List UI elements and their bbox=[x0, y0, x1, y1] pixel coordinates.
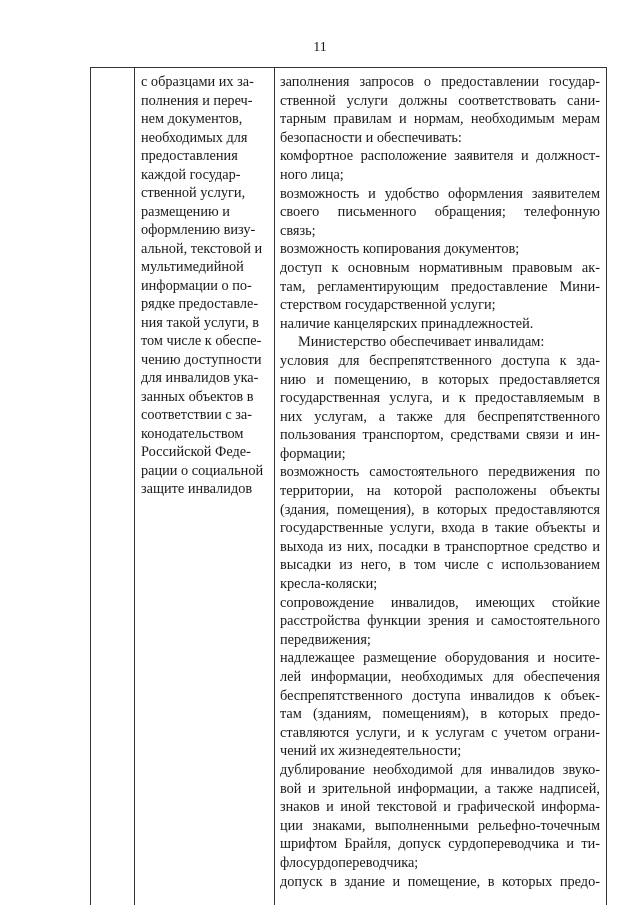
column-2-line: нем документов, bbox=[141, 111, 243, 127]
column-3-line: допуск в здание и помещение, в которых предо- bbox=[280, 873, 600, 890]
table-column-content bbox=[275, 68, 606, 905]
column-2-line: мультимедийной bbox=[141, 259, 244, 275]
column-3-line: нию и помещению, в которых предоставляется bbox=[280, 371, 600, 388]
column-3-line: ственной услуги должны соответствовать сани- bbox=[280, 92, 600, 109]
column-3-line: выхода из них, посадки в транспортное средство и bbox=[280, 538, 600, 555]
column-2-line: рядке предоставле- bbox=[141, 296, 259, 312]
column-3-line: государственная услуга, и к предоставляемым в bbox=[280, 390, 600, 407]
column-3-line: Министерство обеспечивает инвалидам: bbox=[298, 334, 545, 351]
column-2-line: каждой государ- bbox=[141, 166, 241, 183]
column-2-line: соответствии с за- bbox=[141, 407, 253, 423]
column-3-line: чений их жизнедеятельности; bbox=[280, 743, 462, 760]
column-3-line: заполнения запросов о предоставлении государ- bbox=[280, 74, 600, 90]
column-3-line: доступ к основным нормативным правовым ак- bbox=[280, 259, 600, 276]
table-column-number bbox=[91, 68, 135, 905]
column-2-line: Российской Федe- bbox=[141, 444, 251, 460]
column-2-line: предоставления bbox=[141, 148, 238, 164]
column-3-line: безопасности и обеспечивать: bbox=[280, 129, 462, 146]
column-3-line: ного лица; bbox=[280, 166, 344, 183]
column-2-line: альной, текстовой и bbox=[141, 240, 263, 257]
column-2-line: с образцами их за- bbox=[141, 74, 254, 90]
column-3-line: там (зданиям, помещениям), в которых предо- bbox=[280, 706, 600, 723]
column-2-line: необходимых для bbox=[141, 129, 248, 146]
column-3-line: территории, на которой расположены объекты bbox=[280, 483, 600, 500]
column-3-line: сопровождение инвалидов, имеющих стойкие bbox=[280, 594, 600, 611]
column-3-line: возможность копирования документов; bbox=[280, 241, 520, 258]
column-2-line: защите инвалидов bbox=[141, 481, 253, 497]
document-table bbox=[90, 67, 607, 905]
column-2-line: для инвалидов ука- bbox=[141, 370, 259, 386]
column-3-line: комфортное расположение заявителя и должност- bbox=[280, 148, 600, 165]
column-3-line: связь; bbox=[280, 222, 316, 239]
column-2-line: ственной услуги, bbox=[141, 185, 246, 201]
column-3-line: (здания, помещения), в которых предоставляются bbox=[280, 501, 600, 518]
column-3-line: ции знаками, выполненными рельефно-точечным bbox=[280, 817, 600, 834]
column-3-line: стерством государственной услуги; bbox=[280, 297, 496, 314]
column-3-line: беспрепятственного доступа инвалидов к объек- bbox=[280, 687, 600, 704]
column-3-line: флосурдопереводчика; bbox=[280, 854, 419, 871]
column-2-line: ния такой услуги, в bbox=[141, 314, 260, 331]
column-3-line: там, регламентирующим предоставление Мини- bbox=[280, 278, 600, 295]
column-3-line: ставляются услуги, и к услугам с учетом ограни- bbox=[280, 724, 600, 741]
column-3-line: вой и зрительной информации, а также надписей, bbox=[280, 780, 600, 797]
column-2-line: размещению и bbox=[141, 203, 230, 220]
column-2-line: полнения и переч- bbox=[141, 92, 253, 109]
column-3-line: своего письменного обращения; телефонную bbox=[280, 204, 600, 221]
column-3-line: надлежащее размещение оборудования и носите- bbox=[280, 650, 600, 667]
column-3-line: государственные услуги, входа в такие объекты и bbox=[280, 520, 600, 537]
table-column-name bbox=[135, 68, 275, 905]
column-2-line: занных объектов в bbox=[141, 388, 254, 405]
column-2-line: оформлению визу- bbox=[141, 222, 256, 238]
column-3-line: расстройства функции зрения и самостоятельного bbox=[280, 613, 600, 630]
column-2-line: том числе к обеспе- bbox=[141, 333, 262, 349]
column-3-line: возможность самостоятельного передвижения по bbox=[280, 464, 600, 481]
column-3-line: передвижения; bbox=[280, 631, 371, 648]
column-3-line: условия для беспрепятственного доступа к зда- bbox=[280, 352, 600, 369]
column-2-line: информации о по- bbox=[141, 277, 252, 294]
column-3-line: знаков и иной текстовой и графической информа- bbox=[280, 799, 600, 816]
column-2-line: чению доступности bbox=[141, 351, 262, 368]
column-3-line: высадки из него, в том числе с использованием bbox=[280, 557, 600, 574]
column-2-line: рации о социальной bbox=[141, 462, 264, 479]
column-3-line: шрифтом Брайля, допуск сурдопереводчика и ти- bbox=[280, 836, 600, 853]
column-3-line: них услугам, а также для беспрепятственного bbox=[280, 408, 600, 425]
column-3-line: наличие канцелярских принадлежностей. bbox=[280, 315, 534, 332]
column-3-line: лей информации, необходимых для обеспечения bbox=[280, 669, 600, 685]
column-3-line: возможность и удобство оформления заявителем bbox=[280, 185, 600, 202]
column-3-line: дублирование необходимой для инвалидов звуко- bbox=[280, 761, 600, 778]
column-2-line: конодательством bbox=[141, 425, 244, 442]
column-3-line: формации; bbox=[280, 445, 346, 462]
column-3-line: пользования транспортом, средствами связи и ин- bbox=[280, 427, 600, 444]
page-number: 11 bbox=[313, 40, 327, 55]
column-3-line: тарным правилам и нормам, необходимым мерам bbox=[280, 111, 600, 128]
column-3-line: кресла-коляски; bbox=[280, 576, 378, 593]
